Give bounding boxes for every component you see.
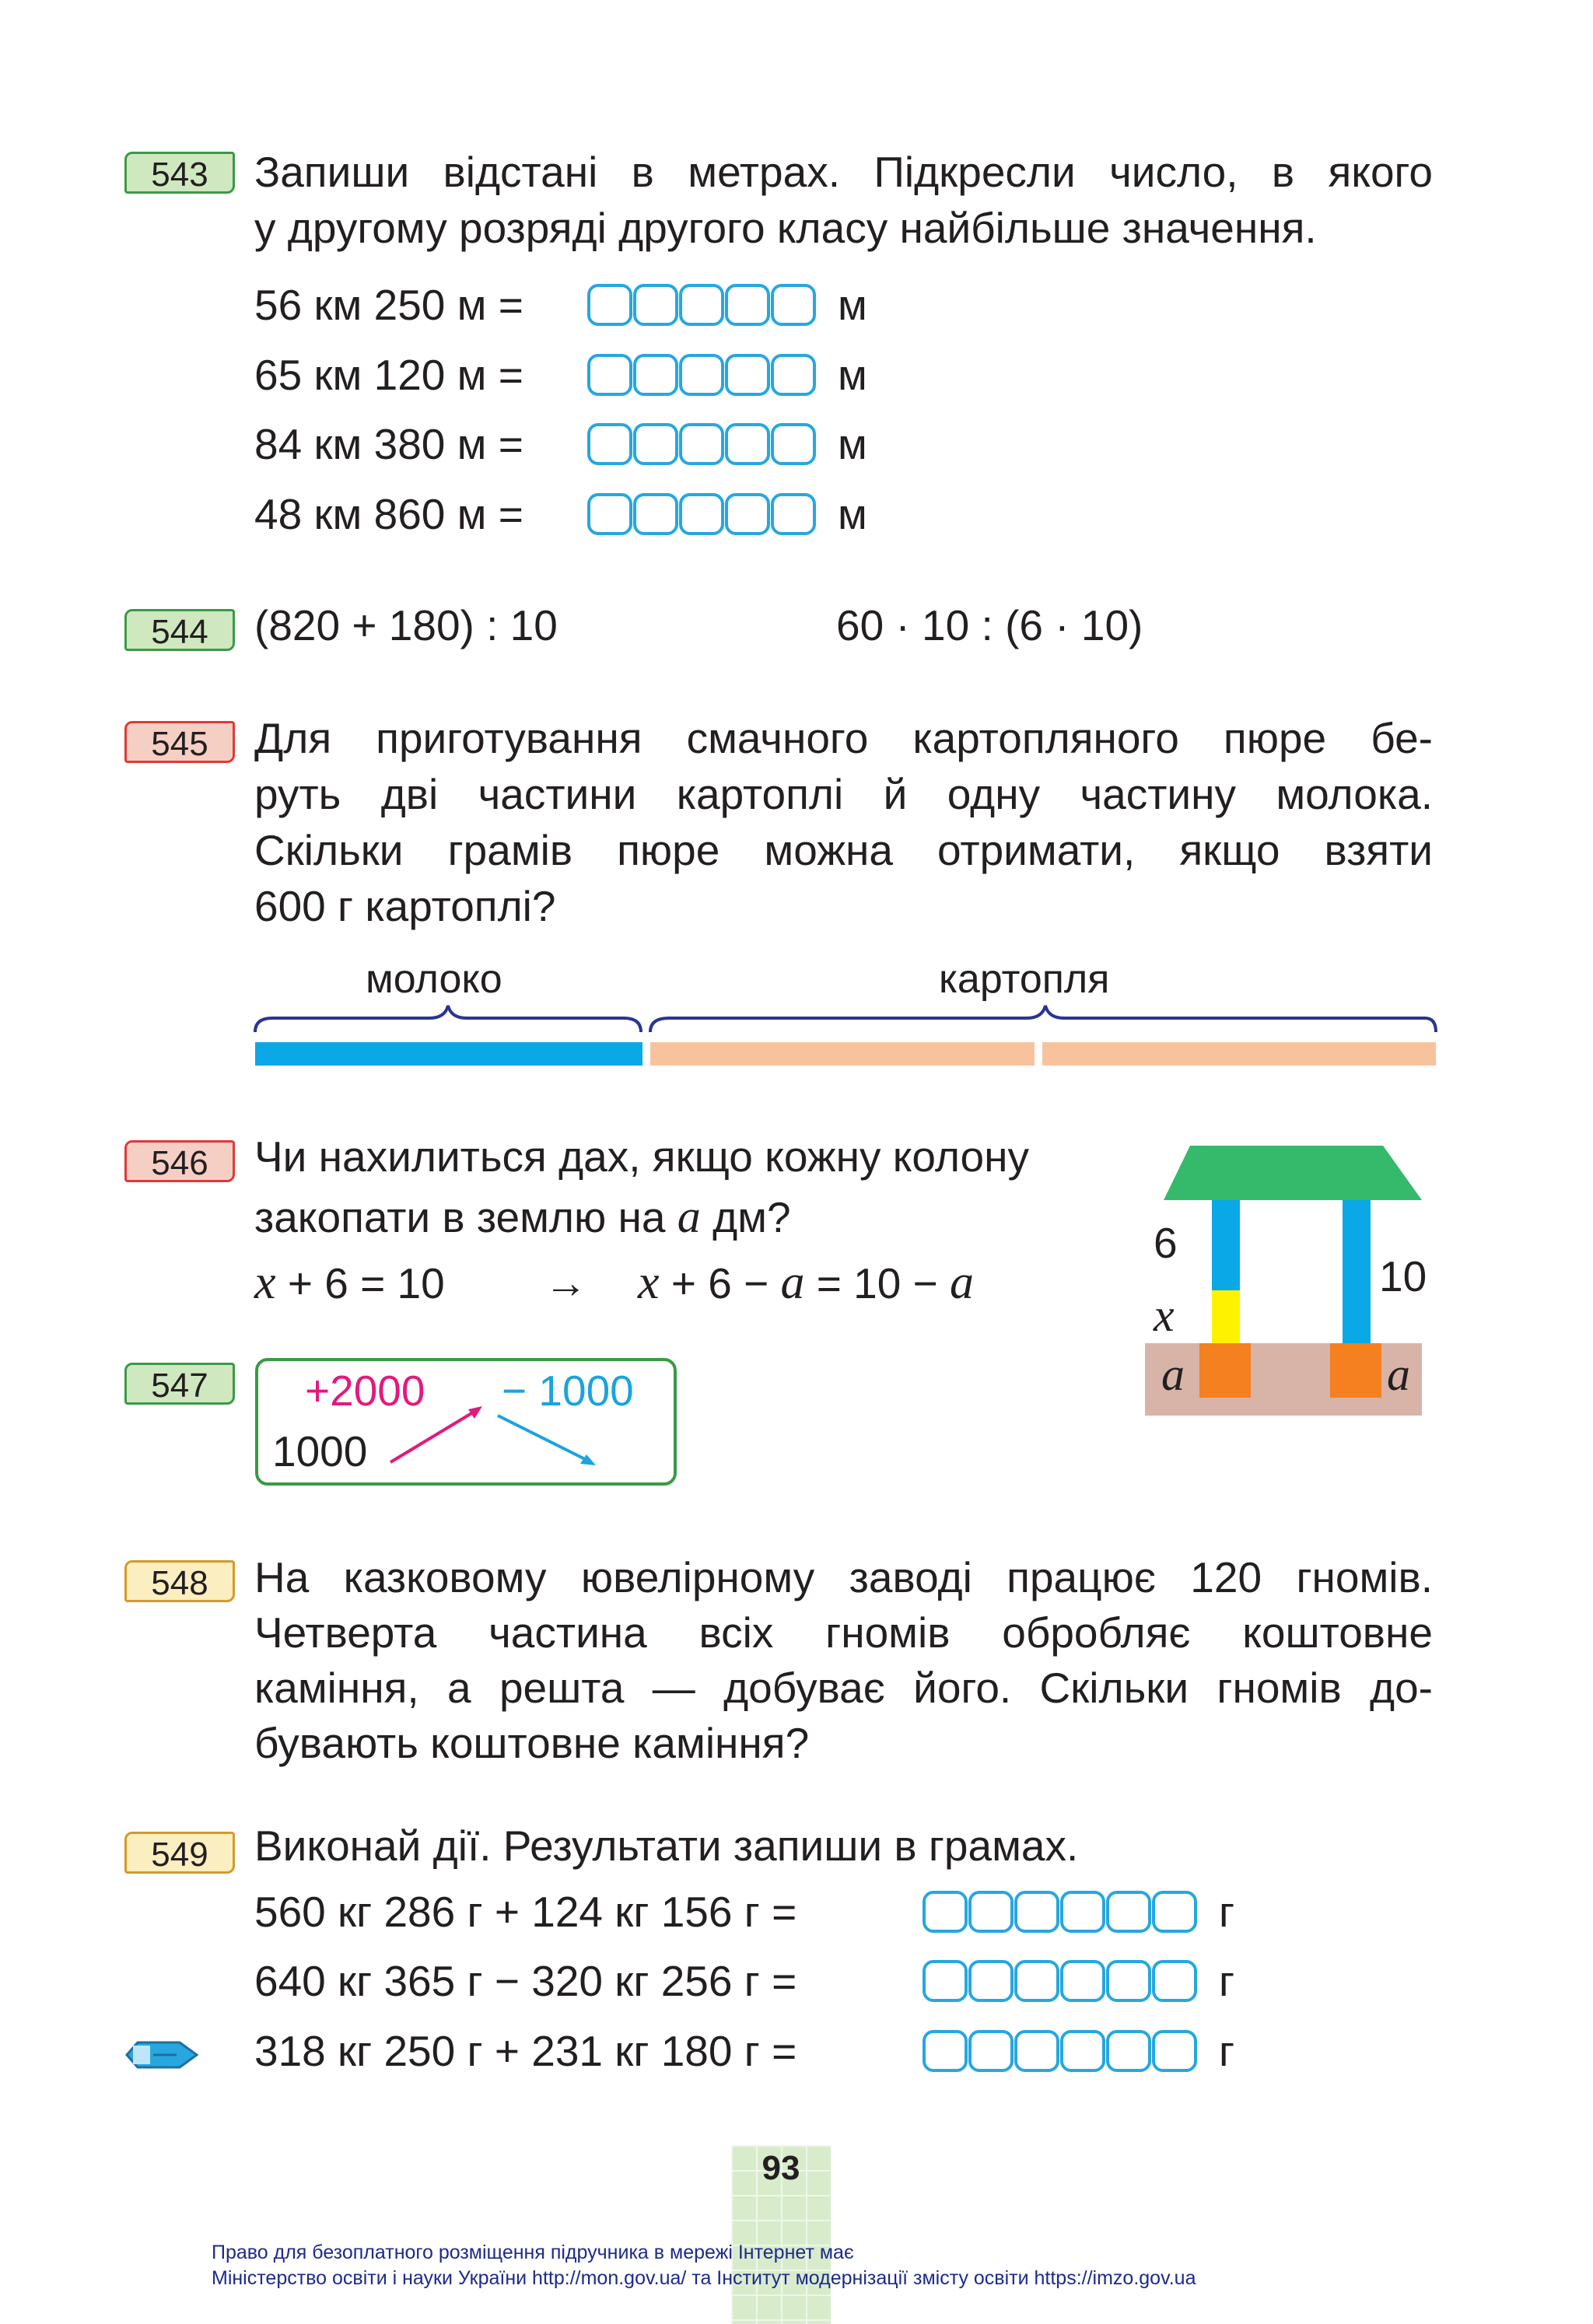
milk-brace (255, 1006, 641, 1032)
exercise-number-546: 546 (124, 1140, 235, 1182)
page-number: 93 (761, 2149, 800, 2187)
ex547-arrows (381, 1392, 607, 1478)
ex543-answer-cells-2[interactable] (587, 354, 817, 396)
ex543-expr-3: 84 км 380 м = (254, 420, 523, 468)
ex549-answer-cells-2[interactable] (923, 1960, 1198, 2002)
footer-line-1: Право для безоплатного розміщення підручника в мережі Інтернет має (212, 2242, 854, 2263)
ex543-unit-4: м (838, 490, 867, 538)
ex545-segment-diagram (249, 999, 1439, 1069)
ex548-text-line2: Четверта частина всіх гномів обробляє коштовне (254, 1608, 1433, 1657)
ex546-text-line1: Чи нахилиться дах, якщо кожну колону (254, 1132, 1029, 1181)
exercise-number-543: 543 (124, 152, 235, 194)
label-milk: молоко (366, 957, 502, 1002)
ex547-start-value: 1000 (272, 1427, 368, 1475)
ex546-equation-right: x + 6 − a = 10 − a (638, 1256, 975, 1309)
left-column-blue (1212, 1200, 1240, 1290)
ex549-expr-3: 318 кг 250 г + 231 кг 180 г = (254, 2027, 797, 2075)
ex543-unit-1: м (838, 281, 867, 329)
exercise-number-549: 549 (124, 1832, 235, 1874)
fig-label-x: x (1154, 1290, 1175, 1341)
arrow-icon: → (544, 1258, 587, 1307)
ex548-text-line4: бувають коштовне каміння? (254, 1719, 810, 1767)
ex543-expr-1: 56 км 250 м = (254, 281, 523, 329)
ex548-text-line1: На казковому ювелірному заводі працює 120 гномів. (254, 1553, 1433, 1601)
ex544-expression-1: (820 + 180) : 10 (254, 601, 558, 649)
blue-arrowhead (580, 1454, 596, 1465)
label-potato: картопля (939, 957, 1110, 1002)
ex543-unit-3: м (838, 420, 867, 468)
pencil-icon (122, 2032, 200, 2078)
ex549-answer-cells-3[interactable] (923, 2030, 1198, 2072)
ex549-unit-2: г (1219, 1957, 1235, 2005)
ex549-unit-1: г (1219, 1888, 1235, 1936)
ex543-text-line1: Запиши відстані в метрах. Підкресли число, в якого (254, 148, 1433, 196)
ex549-title: Виконай дії. Результати запиши в грамах. (254, 1822, 1079, 1870)
ex543-answer-cells-3[interactable] (587, 423, 817, 465)
ex549-expr-2: 640 кг 365 г − 320 кг 256 г = (254, 1957, 797, 2005)
milk-bar (255, 1042, 642, 1066)
potato-brace (650, 1006, 1436, 1032)
ex543-answer-cells-4[interactable] (587, 493, 817, 535)
pink-arrowhead (468, 1406, 482, 1419)
ex545-text-line4: 600 г картоплі? (254, 882, 556, 930)
ex543-answer-cells-1[interactable] (587, 284, 817, 326)
ex545-text-line1: Для приготування смачного картопляного пюре бе- (254, 714, 1433, 762)
fig-label-10: 10 (1379, 1252, 1427, 1300)
right-column-blue (1343, 1200, 1371, 1343)
ex549-unit-3: г (1219, 2027, 1235, 2075)
ex548-text-line3: каміння, а решта — добуває його. Скільки гномів до- (254, 1664, 1433, 1712)
potato-bar-part-1 (650, 1042, 1035, 1066)
roof (1164, 1146, 1422, 1200)
ex549-answer-cells-1[interactable] (923, 1891, 1198, 1933)
ex543-expr-4: 48 км 860 м = (254, 490, 523, 538)
footer-line-2: Міністерство освіти і науки України http://mon.gov.ua/ та Інститут модернізації змісту освіти https://imzo.gov.ua (212, 2267, 1196, 2289)
ex546-equation-left: x + 6 = 10 (254, 1256, 445, 1309)
ex545-text-line3: Скільки грамів пюре можна отримати, якщо взяти (254, 826, 1433, 874)
potato-bar-part-2 (1042, 1042, 1436, 1066)
exercise-number-547: 547 (124, 1363, 235, 1405)
ex549-expr-1: 560 кг 286 г + 124 кг 156 г = (254, 1888, 797, 1936)
ex547-plus-operation: +2000 (305, 1367, 425, 1415)
exercise-number-545: 545 (124, 721, 235, 763)
fig-label-a-right: a (1387, 1349, 1410, 1400)
fig-label-6: 6 (1154, 1219, 1178, 1267)
right-footing (1330, 1343, 1381, 1398)
ex546-text-line2: закопати в землю на a дм? (254, 1191, 791, 1242)
ex543-text-line2: у другому розряді другого класу найбільше значення. (254, 204, 1317, 252)
exercise-number-548: 548 (124, 1560, 235, 1602)
ex547-minus-operation: − 1000 (502, 1367, 634, 1415)
ex545-text-line2: руть дві частини картоплі й одну частину молока. (254, 770, 1433, 818)
left-column-yellow (1212, 1290, 1240, 1343)
fig-label-a-left: a (1161, 1349, 1185, 1400)
exercise-number-544: 544 (124, 609, 235, 651)
ex544-expression-2: 60 · 10 : (6 · 10) (836, 601, 1143, 649)
ex543-unit-2: м (838, 351, 867, 399)
ex543-expr-2: 65 км 120 м = (254, 351, 523, 399)
left-footing (1199, 1343, 1251, 1398)
